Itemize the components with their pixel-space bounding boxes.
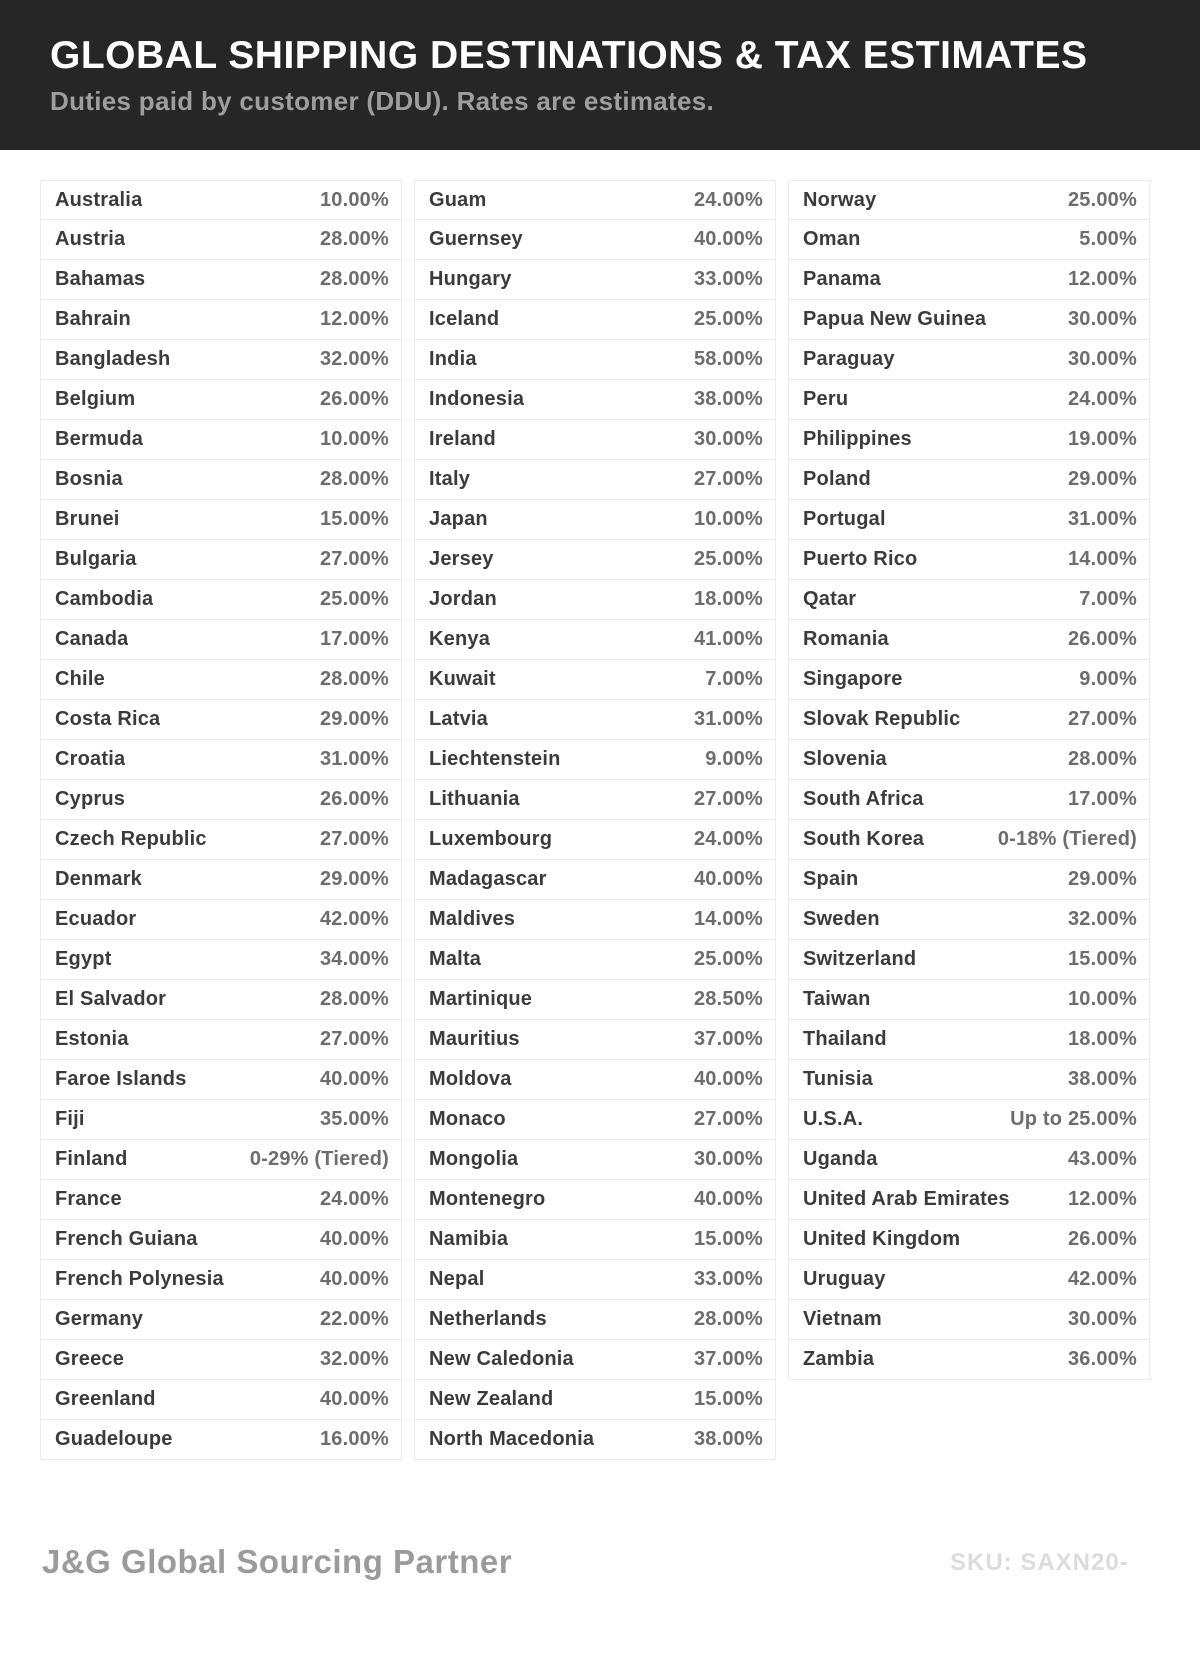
table-row xyxy=(40,1220,402,1260)
tax-rate: 40.00% xyxy=(693,868,763,890)
country-name: New Zealand xyxy=(429,1388,554,1410)
tax-rate: 40.00% xyxy=(319,1228,389,1250)
country-name: Guam xyxy=(429,188,487,211)
tax-rate: 27.00% xyxy=(1067,708,1137,730)
country-name: Bahamas xyxy=(55,268,146,290)
tax-rate: 7.00% xyxy=(1079,588,1137,610)
tax-rate: 15.00% xyxy=(1067,948,1137,970)
table-row xyxy=(788,180,1150,220)
tax-rate: 5.00% xyxy=(1079,228,1137,250)
country-name: Peru xyxy=(803,388,849,410)
tax-rate: 38.00% xyxy=(1067,1068,1137,1090)
table-row xyxy=(40,620,402,660)
table-row xyxy=(414,1180,776,1220)
table-row xyxy=(414,1260,776,1300)
footer xyxy=(0,1543,1200,1653)
table-row xyxy=(788,860,1150,900)
country-name: Taiwan xyxy=(803,988,871,1010)
tax-rate: 32.00% xyxy=(1067,908,1137,930)
tax-rate: 40.00% xyxy=(693,1068,763,1090)
country-name: Vietnam xyxy=(803,1308,882,1330)
tax-rate: 30.00% xyxy=(1067,308,1137,330)
tax-rate: 34.00% xyxy=(319,948,389,970)
country-name: Zambia xyxy=(803,1348,875,1370)
tax-rate: 12.00% xyxy=(1067,1188,1137,1210)
table-row xyxy=(40,940,402,980)
country-name: Croatia xyxy=(55,748,126,770)
table-row xyxy=(414,660,776,700)
tax-rate: 40.00% xyxy=(693,228,763,250)
tax-rate: 30.00% xyxy=(693,428,763,450)
tax-rate: 25.00% xyxy=(693,548,763,570)
table-row xyxy=(40,220,402,260)
table-row xyxy=(414,180,776,220)
table-row xyxy=(788,260,1150,300)
country-name: French Polynesia xyxy=(55,1268,224,1290)
country-name: Latvia xyxy=(429,708,489,730)
table-row xyxy=(414,1060,776,1100)
table-row xyxy=(40,660,402,700)
country-name: Liechtenstein xyxy=(429,748,561,770)
country-name: Switzerland xyxy=(803,948,917,970)
table-row xyxy=(40,420,402,460)
tax-rate: 29.00% xyxy=(1067,468,1137,490)
tax-rate: 43.00% xyxy=(1067,1148,1137,1170)
tax-rate: 40.00% xyxy=(319,1268,389,1290)
rate-column xyxy=(414,180,776,1460)
tax-rate: 27.00% xyxy=(693,1108,763,1130)
tax-rates-table xyxy=(40,180,1150,1460)
tax-rate: 58.00% xyxy=(693,348,763,370)
tax-rate: 26.00% xyxy=(319,788,389,810)
country-name: Egypt xyxy=(55,948,112,970)
tax-rate: 27.00% xyxy=(319,828,389,850)
table-row xyxy=(414,420,776,460)
tax-rate: 37.00% xyxy=(693,1348,763,1370)
table-row xyxy=(40,1140,402,1180)
country-name: Cyprus xyxy=(55,788,126,810)
country-name: Thailand xyxy=(803,1028,887,1050)
country-name: Montenegro xyxy=(429,1188,546,1210)
tax-rate: 12.00% xyxy=(319,308,389,330)
rate-column xyxy=(40,180,402,1460)
page-subtitle: Duties paid by customer (DDU). Rates are estimates. xyxy=(50,86,715,116)
country-name: Fiji xyxy=(55,1108,85,1130)
country-name: Belgium xyxy=(55,388,136,410)
table-row xyxy=(414,1420,776,1460)
tax-rate: 35.00% xyxy=(319,1108,389,1130)
tax-rate: 40.00% xyxy=(319,1388,389,1410)
table-row xyxy=(414,1140,776,1180)
country-name: Mauritius xyxy=(429,1028,520,1050)
table-row xyxy=(40,340,402,380)
country-name: Spain xyxy=(803,868,859,890)
tax-rate: 30.00% xyxy=(693,1148,763,1170)
country-name: South Africa xyxy=(803,788,924,810)
tax-rate: 12.00% xyxy=(1067,268,1137,290)
country-name: Guadeloupe xyxy=(55,1428,173,1450)
table-row xyxy=(40,260,402,300)
country-name: Namibia xyxy=(429,1228,509,1250)
country-name: Bermuda xyxy=(55,428,144,450)
country-name: Kenya xyxy=(429,628,491,650)
table-row xyxy=(414,780,776,820)
tax-rate: 28.00% xyxy=(319,468,389,490)
tax-rate: 28.00% xyxy=(319,268,389,290)
country-name: Panama xyxy=(803,268,881,290)
table-row xyxy=(788,740,1150,780)
country-name: Slovenia xyxy=(803,748,887,770)
table-row xyxy=(788,380,1150,420)
country-name: Ecuador xyxy=(55,908,137,930)
tax-rate: Up to 25.00% xyxy=(1010,1108,1137,1130)
country-name: Malta xyxy=(429,948,482,970)
table-row xyxy=(414,700,776,740)
table-row xyxy=(414,900,776,940)
country-name: Sweden xyxy=(803,908,880,930)
tax-rate: 10.00% xyxy=(693,508,763,530)
table-row xyxy=(788,1180,1150,1220)
tax-rate: 28.00% xyxy=(693,1308,763,1330)
table-row xyxy=(414,460,776,500)
table-row xyxy=(40,180,402,220)
table-row xyxy=(414,540,776,580)
table-row xyxy=(788,460,1150,500)
table-row xyxy=(788,1140,1150,1180)
rate-column xyxy=(788,180,1150,1380)
country-name: Kuwait xyxy=(429,668,496,690)
table-row xyxy=(40,1420,402,1460)
country-name: Slovak Republic xyxy=(803,708,961,730)
table-row xyxy=(40,820,402,860)
tax-rate: 31.00% xyxy=(319,748,389,770)
country-name: Papua New Guinea xyxy=(803,308,987,330)
sku-label: SKU: SAXN20- xyxy=(950,1549,1129,1576)
table-row xyxy=(40,1060,402,1100)
country-name: Guernsey xyxy=(429,228,523,250)
country-name: Nepal xyxy=(429,1268,485,1290)
table-row xyxy=(414,620,776,660)
table-row xyxy=(40,1300,402,1340)
tax-rate: 18.00% xyxy=(693,588,763,610)
tax-rate: 37.00% xyxy=(693,1028,763,1050)
country-name: Hungary xyxy=(429,268,512,290)
country-name: Chile xyxy=(55,668,105,690)
country-name: Denmark xyxy=(55,868,142,890)
table-row xyxy=(788,540,1150,580)
table-row xyxy=(414,860,776,900)
table-row xyxy=(414,1220,776,1260)
country-name: Netherlands xyxy=(429,1308,547,1330)
country-name: Puerto Rico xyxy=(803,548,918,570)
country-name: Maldives xyxy=(429,908,516,930)
tax-rate: 25.00% xyxy=(319,588,389,610)
country-name: Lithuania xyxy=(429,788,520,810)
country-name: Cambodia xyxy=(55,588,154,610)
tax-rate: 38.00% xyxy=(693,1428,763,1450)
table-row xyxy=(414,1340,776,1380)
country-name: Finland xyxy=(55,1148,128,1170)
tax-rate: 7.00% xyxy=(705,668,763,690)
table-row xyxy=(414,940,776,980)
tax-rate: 25.00% xyxy=(693,948,763,970)
country-name: Paraguay xyxy=(803,348,895,370)
country-name: Canada xyxy=(55,628,129,650)
tax-rate: 29.00% xyxy=(319,708,389,730)
country-name: Ireland xyxy=(429,428,496,450)
country-name: United Kingdom xyxy=(803,1228,961,1250)
country-name: U.S.A. xyxy=(803,1108,864,1130)
table-row xyxy=(40,1020,402,1060)
table-row xyxy=(414,580,776,620)
tax-rate: 24.00% xyxy=(319,1188,389,1210)
country-name: Germany xyxy=(55,1308,144,1330)
tax-rate: 24.00% xyxy=(1067,388,1137,410)
tax-rate: 31.00% xyxy=(1067,508,1137,530)
table-row xyxy=(40,300,402,340)
tax-rate: 14.00% xyxy=(693,908,763,930)
tax-rate: 38.00% xyxy=(693,388,763,410)
country-name: Italy xyxy=(429,468,471,490)
table-row xyxy=(788,980,1150,1020)
table-row xyxy=(788,620,1150,660)
tax-rate: 42.00% xyxy=(319,908,389,930)
tax-rate: 9.00% xyxy=(1079,668,1137,690)
tax-rate: 28.00% xyxy=(319,668,389,690)
country-name: Bangladesh xyxy=(55,348,171,370)
table-row xyxy=(414,380,776,420)
table-row xyxy=(414,1380,776,1420)
table-row xyxy=(40,700,402,740)
country-name: Mongolia xyxy=(429,1148,519,1170)
tax-rate: 17.00% xyxy=(1067,788,1137,810)
country-name: Greece xyxy=(55,1348,125,1370)
header-banner xyxy=(0,0,1200,150)
tax-rate: 36.00% xyxy=(1067,1348,1137,1370)
table-row xyxy=(788,700,1150,740)
tax-rate: 0-18% (Tiered) xyxy=(997,828,1137,850)
tax-rate: 26.00% xyxy=(1067,1228,1137,1250)
table-row xyxy=(40,980,402,1020)
table-row xyxy=(414,260,776,300)
tax-rate: 15.00% xyxy=(319,508,389,530)
tax-rate: 25.00% xyxy=(1067,188,1137,211)
country-name: Iceland xyxy=(429,308,500,330)
country-name: United Arab Emirates xyxy=(803,1188,1010,1210)
tax-rate: 10.00% xyxy=(1067,988,1137,1010)
table-row xyxy=(414,340,776,380)
country-name: Brunei xyxy=(55,508,120,530)
tax-rate: 27.00% xyxy=(693,468,763,490)
table-row xyxy=(788,1340,1150,1380)
country-name: Bulgaria xyxy=(55,548,137,570)
brand-name: J&G Global Sourcing Partner xyxy=(42,1543,513,1580)
country-name: Jordan xyxy=(429,588,497,610)
country-name: Uganda xyxy=(803,1148,878,1170)
table-row xyxy=(40,500,402,540)
tax-rate: 40.00% xyxy=(319,1068,389,1090)
country-name: Bosnia xyxy=(55,468,123,490)
tax-rate: 32.00% xyxy=(319,348,389,370)
country-name: South Korea xyxy=(803,828,925,850)
tax-rate: 19.00% xyxy=(1067,428,1137,450)
tax-rate: 10.00% xyxy=(319,188,389,211)
table-row xyxy=(788,580,1150,620)
table-row xyxy=(414,1300,776,1340)
table-row xyxy=(788,1300,1150,1340)
table-row xyxy=(788,340,1150,380)
table-row xyxy=(40,860,402,900)
tax-rate: 28.00% xyxy=(319,988,389,1010)
table-row xyxy=(40,1100,402,1140)
country-name: Qatar xyxy=(803,588,857,610)
table-row xyxy=(788,940,1150,980)
tax-rate: 27.00% xyxy=(319,1028,389,1050)
country-name: El Salvador xyxy=(55,988,167,1010)
tax-rate: 33.00% xyxy=(693,1268,763,1290)
tax-rate: 15.00% xyxy=(693,1228,763,1250)
table-row xyxy=(40,780,402,820)
tax-rate: 14.00% xyxy=(1067,548,1137,570)
table-row xyxy=(788,220,1150,260)
country-name: India xyxy=(429,348,477,370)
tax-rate: 31.00% xyxy=(693,708,763,730)
tax-rate: 24.00% xyxy=(693,188,763,211)
tax-rate: 22.00% xyxy=(319,1308,389,1330)
country-name: Martinique xyxy=(429,988,533,1010)
tax-rate: 15.00% xyxy=(693,1388,763,1410)
tax-rate: 10.00% xyxy=(319,428,389,450)
table-row xyxy=(788,1060,1150,1100)
table-row xyxy=(788,1100,1150,1140)
table-row xyxy=(40,740,402,780)
country-name: Oman xyxy=(803,228,861,250)
table-row xyxy=(414,820,776,860)
country-name: Czech Republic xyxy=(55,828,207,850)
country-name: Greenland xyxy=(55,1388,156,1410)
country-name: Indonesia xyxy=(429,388,525,410)
table-row xyxy=(40,1380,402,1420)
tax-rate: 32.00% xyxy=(319,1348,389,1370)
table-row xyxy=(788,420,1150,460)
country-name: Costa Rica xyxy=(55,708,161,730)
country-name: Monaco xyxy=(429,1108,506,1130)
country-name: France xyxy=(55,1188,122,1210)
tax-rate: 26.00% xyxy=(319,388,389,410)
table-row xyxy=(414,740,776,780)
tax-rate: 27.00% xyxy=(693,788,763,810)
country-name: Australia xyxy=(55,188,143,211)
tax-rate: 30.00% xyxy=(1067,348,1137,370)
country-name: Tunisia xyxy=(803,1068,873,1090)
table-row xyxy=(40,1260,402,1300)
table-row xyxy=(788,660,1150,700)
tax-rate: 17.00% xyxy=(319,628,389,650)
table-row xyxy=(788,1020,1150,1060)
country-name: Faroe Islands xyxy=(55,1068,187,1090)
country-name: Austria xyxy=(55,228,126,250)
table-row xyxy=(40,1340,402,1380)
country-name: Madagascar xyxy=(429,868,547,890)
country-name: Philippines xyxy=(803,428,912,450)
table-row xyxy=(788,1260,1150,1300)
page-title: GLOBAL SHIPPING DESTINATIONS & TAX ESTIMATES xyxy=(50,34,1088,77)
country-name: Luxembourg xyxy=(429,828,553,850)
country-name: Romania xyxy=(803,628,889,650)
table-row xyxy=(40,540,402,580)
tax-rate: 9.00% xyxy=(705,748,763,770)
table-row xyxy=(40,900,402,940)
country-name: Estonia xyxy=(55,1028,129,1050)
table-row xyxy=(414,1100,776,1140)
table-row xyxy=(788,820,1150,860)
tax-rate: 33.00% xyxy=(693,268,763,290)
tax-rate: 16.00% xyxy=(319,1428,389,1450)
tax-rate: 28.50% xyxy=(693,988,763,1010)
tax-rate: 27.00% xyxy=(319,548,389,570)
tax-rate: 0-29% (Tiered) xyxy=(249,1148,389,1170)
table-row xyxy=(788,780,1150,820)
tax-rate: 18.00% xyxy=(1067,1028,1137,1050)
tax-rate: 41.00% xyxy=(693,628,763,650)
tax-rate: 40.00% xyxy=(693,1188,763,1210)
country-name: North Macedonia xyxy=(429,1428,595,1450)
country-name: Singapore xyxy=(803,668,903,690)
country-name: Uruguay xyxy=(803,1268,886,1290)
table-row xyxy=(414,500,776,540)
tax-rate: 30.00% xyxy=(1067,1308,1137,1330)
table-row xyxy=(40,460,402,500)
table-row xyxy=(414,1020,776,1060)
country-name: Japan xyxy=(429,508,488,530)
table-row xyxy=(414,980,776,1020)
tax-rate: 29.00% xyxy=(1067,868,1137,890)
table-row xyxy=(788,500,1150,540)
country-name: Poland xyxy=(803,468,871,490)
table-row xyxy=(788,900,1150,940)
country-name: Bahrain xyxy=(55,308,131,330)
tax-rate: 25.00% xyxy=(693,308,763,330)
table-row xyxy=(788,1220,1150,1260)
table-row xyxy=(40,1180,402,1220)
tax-rate: 28.00% xyxy=(1067,748,1137,770)
table-row xyxy=(414,300,776,340)
tax-rate: 26.00% xyxy=(1067,628,1137,650)
table-row xyxy=(788,300,1150,340)
tax-rate: 24.00% xyxy=(693,828,763,850)
country-name: New Caledonia xyxy=(429,1348,574,1370)
country-name: French Guiana xyxy=(55,1228,198,1250)
country-name: Moldova xyxy=(429,1068,512,1090)
country-name: Jersey xyxy=(429,548,494,570)
table-row xyxy=(40,380,402,420)
tax-rate: 29.00% xyxy=(319,868,389,890)
table-row xyxy=(40,580,402,620)
tax-rate: 42.00% xyxy=(1067,1268,1137,1290)
table-row xyxy=(414,220,776,260)
tax-rate: 28.00% xyxy=(319,228,389,250)
country-name: Portugal xyxy=(803,508,886,530)
country-name: Norway xyxy=(803,188,877,211)
